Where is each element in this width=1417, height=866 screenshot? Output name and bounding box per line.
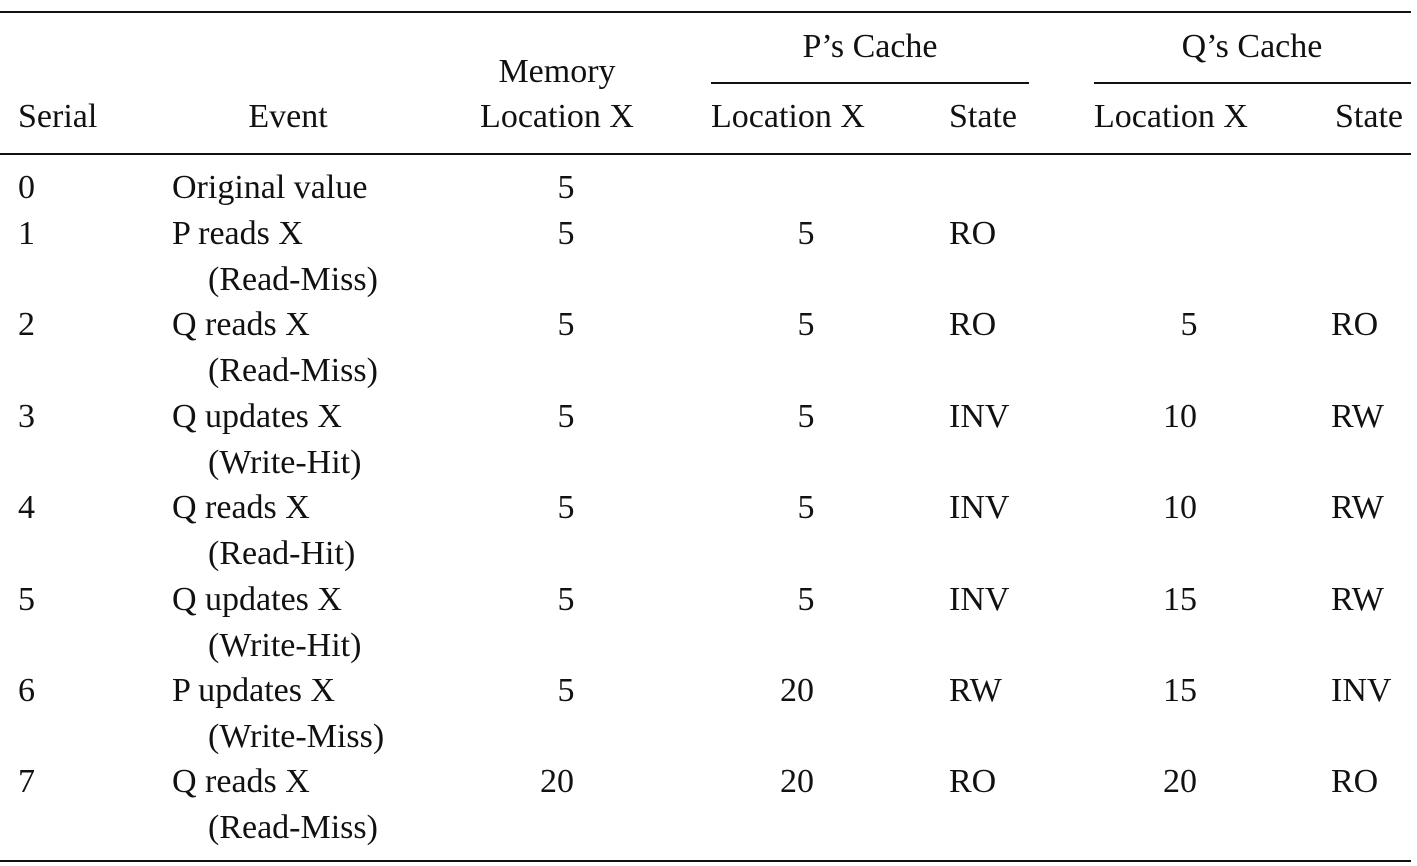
cell-serial: 6: [18, 672, 35, 709]
cell-q-state: RW: [1331, 398, 1384, 435]
cell-q-location: 5: [1180, 306, 1198, 343]
cell-event-detail: (Read-Miss): [208, 352, 378, 389]
cell-p-location: 5: [797, 215, 815, 252]
cell-p-location: 20: [780, 763, 814, 800]
cell-memory: 5: [557, 215, 575, 252]
cell-q-location: 10: [1163, 398, 1197, 435]
header-memory-line2: Location X: [480, 98, 634, 135]
cell-p-location: 5: [797, 581, 815, 618]
cell-p-state: RW: [949, 672, 1002, 709]
cell-event-detail: (Write-Hit): [208, 627, 362, 664]
cell-memory: 5: [557, 398, 575, 435]
cell-memory: 5: [557, 169, 575, 206]
cell-p-state: INV: [949, 581, 1010, 618]
cell-p-state: RO: [949, 763, 997, 800]
cell-q-location: 10: [1163, 489, 1197, 526]
cell-p-location: 20: [780, 672, 814, 709]
header-q-state: State: [1335, 98, 1403, 135]
cell-memory: 5: [557, 489, 575, 526]
cell-event-detail: (Read-Miss): [208, 809, 378, 846]
cell-p-state: RO: [949, 215, 997, 252]
cell-event-detail: (Write-Miss): [208, 718, 385, 755]
cell-event: Original value: [172, 169, 368, 206]
cell-serial: 7: [18, 763, 35, 800]
cell-memory: 5: [557, 306, 575, 343]
cell-q-state: INV: [1331, 672, 1392, 709]
q-cache-span-rule: [1094, 82, 1411, 84]
cell-serial: 1: [18, 215, 35, 252]
cell-serial: 0: [18, 169, 35, 206]
cell-p-location: 5: [797, 398, 815, 435]
cell-event: P updates X: [172, 672, 336, 709]
cell-serial: 2: [18, 306, 35, 343]
cell-serial: 3: [18, 398, 35, 435]
p-cache-span-rule: [711, 82, 1029, 84]
top-rule: [0, 11, 1411, 13]
cell-q-state: RW: [1331, 489, 1384, 526]
cell-event: Q reads X: [172, 489, 310, 526]
cell-memory: 20: [540, 763, 574, 800]
cell-memory: 5: [557, 581, 575, 618]
header-q-location: Location X: [1094, 98, 1248, 135]
cell-q-location: 15: [1163, 581, 1197, 618]
cell-q-location: 20: [1163, 763, 1197, 800]
cell-event: P reads X: [172, 215, 303, 252]
cell-event: Q reads X: [172, 306, 310, 343]
cell-q-state: RO: [1331, 306, 1379, 343]
cell-serial: 4: [18, 489, 35, 526]
cell-p-location: 5: [797, 489, 815, 526]
cell-serial: 5: [18, 581, 35, 618]
cell-event: Q updates X: [172, 581, 342, 618]
header-q-cache: Q’s Cache: [1181, 28, 1323, 65]
cell-p-state: INV: [949, 398, 1010, 435]
header-p-location: Location X: [711, 98, 865, 135]
header-bottom-rule: [0, 153, 1411, 155]
cell-q-state: RO: [1331, 763, 1379, 800]
header-serial: Serial: [18, 98, 98, 135]
bottom-rule: [0, 860, 1411, 862]
cell-p-state: RO: [949, 306, 997, 343]
cell-event: Q reads X: [172, 763, 310, 800]
header-p-state: State: [949, 98, 1017, 135]
header-memory-line1: Memory: [498, 53, 616, 90]
cell-p-state: INV: [949, 489, 1010, 526]
cell-memory: 5: [557, 672, 575, 709]
cell-q-location: 15: [1163, 672, 1197, 709]
cell-event-detail: (Read-Hit): [208, 535, 356, 572]
cell-event-detail: (Write-Hit): [208, 444, 362, 481]
cell-event-detail: (Read-Miss): [208, 261, 378, 298]
cell-event: Q updates X: [172, 398, 342, 435]
header-event: Event: [248, 98, 328, 135]
cell-q-state: RW: [1331, 581, 1384, 618]
header-p-cache: P’s Cache: [802, 28, 938, 65]
cell-p-location: 5: [797, 306, 815, 343]
